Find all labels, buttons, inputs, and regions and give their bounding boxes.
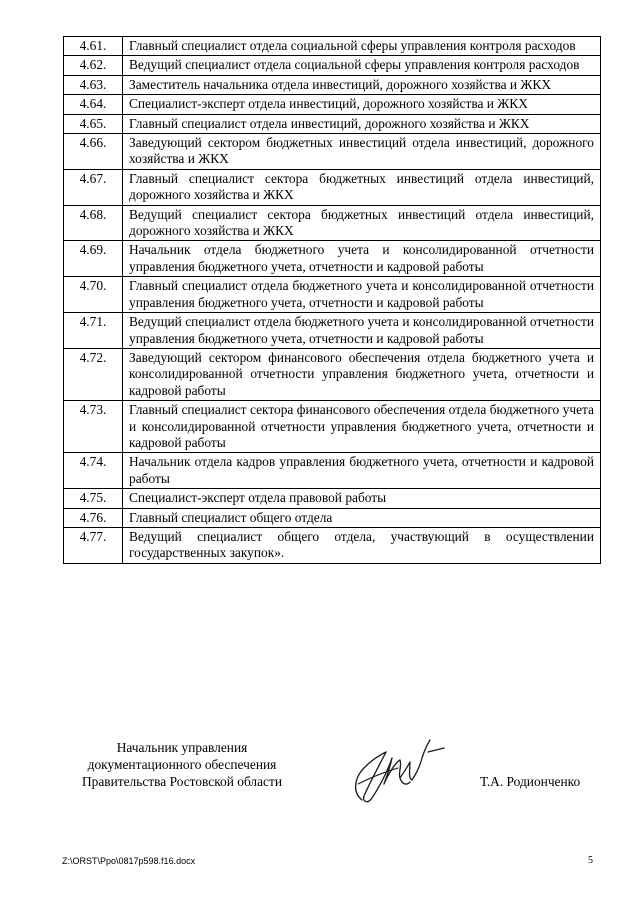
table-row: [64, 169, 601, 205]
row-number: 4.63.: [64, 75, 123, 94]
table-row: [64, 348, 601, 400]
row-number: 4.62.: [64, 56, 123, 75]
position-title: Ведущий специалист отдела бюджетного учета и консолидированной отчетности управления бюджетного учета, отчетности и кадровой работы: [123, 313, 601, 349]
row-number: 4.69.: [64, 241, 123, 277]
position-title: Главный специалист отдела бюджетного учета и консолидированной отчетности управления бюджетного учета, отчетности и кадровой работы: [123, 277, 601, 313]
row-number: 4.75.: [64, 489, 123, 508]
position-title: Главный специалист сектора финансового обеспечения отдела бюджетного учета и консолидированной отчетности управления бюджетного учета, отчетности и кадровой работы: [123, 401, 601, 453]
table-row: [64, 114, 601, 133]
table-row: [64, 508, 601, 527]
table-row: [64, 205, 601, 241]
positions-table: [63, 36, 601, 564]
row-number: 4.68.: [64, 205, 123, 241]
page-number: 5: [588, 855, 593, 866]
row-number: 4.61.: [64, 37, 123, 56]
signer-position-line: Начальник управления: [116, 740, 248, 755]
position-title: Начальник отдела бюджетного учета и консолидированной отчетности управления бюджетного учета, отчетности и кадровой работы: [123, 241, 601, 277]
table-row: [64, 527, 601, 563]
table-row: [64, 95, 601, 114]
table-row: [64, 75, 601, 94]
table-row: [64, 56, 601, 75]
signer-name: Т.А. Родионченко: [480, 774, 581, 789]
position-title: Главный специалист отдела социальной сферы управления контроля расходов: [123, 37, 601, 56]
table-row: [64, 401, 601, 453]
row-number: 4.70.: [64, 277, 123, 313]
row-number: 4.76.: [64, 508, 123, 527]
position-title: Заведующий сектором финансового обеспечения отдела бюджетного учета и консолидированной отчетности управления бюджетного учета, отчетности и кадровой работы: [123, 348, 601, 400]
table-row: [64, 277, 601, 313]
position-title: Заведующий сектором бюджетных инвестиций отдела инвестиций, дорожного хозяйства и ЖКХ: [123, 134, 601, 170]
position-title: Главный специалист общего отдела: [123, 508, 601, 527]
position-title: Заместитель начальника отдела инвестиций, дорожного хозяйства и ЖКХ: [123, 75, 601, 94]
position-title: Специалист-эксперт отдела инвестиций, дорожного хозяйства и ЖКХ: [123, 95, 601, 114]
table-row: [64, 241, 601, 277]
position-title: Специалист-эксперт отдела правовой работы: [123, 489, 601, 508]
position-title: Ведущий специалист общего отдела, участвующий в осуществлении государственных закупок».: [123, 527, 601, 563]
signer-position-line: документационного обеспечения: [87, 757, 277, 772]
positions-table-body: [64, 37, 601, 564]
row-number: 4.71.: [64, 313, 123, 349]
handwritten-signature: [340, 722, 450, 812]
table-row: [64, 489, 601, 508]
table-row: [64, 453, 601, 489]
row-number: 4.64.: [64, 95, 123, 114]
row-number: 4.73.: [64, 401, 123, 453]
row-number: 4.66.: [64, 134, 123, 170]
row-number: 4.74.: [64, 453, 123, 489]
position-title: Главный специалист сектора бюджетных инвестиций отдела инвестиций, дорожного хозяйства и ЖКХ: [123, 169, 601, 205]
footer-file-path: Z:\ORST\Ppo\0817p598.f16.docx: [62, 856, 196, 866]
signer-position-line: Правительства Ростовской области: [81, 774, 283, 789]
position-title: Главный специалист отдела инвестиций, дорожного хозяйства и ЖКХ: [123, 114, 601, 133]
row-number: 4.72.: [64, 348, 123, 400]
row-number: 4.67.: [64, 169, 123, 205]
position-title: Ведущий специалист отдела социальной сферы управления контроля расходов: [123, 56, 601, 75]
signer-position: [62, 739, 302, 790]
table-row: [64, 37, 601, 56]
position-title: Ведущий специалист сектора бюджетных инвестиций отдела инвестиций, дорожного хозяйства и ЖКХ: [123, 205, 601, 241]
row-number: 4.77.: [64, 527, 123, 563]
table-row: [64, 313, 601, 349]
position-title: Начальник отдела кадров управления бюджетного учета, отчетности и кадровой работы: [123, 453, 601, 489]
table-row: [64, 134, 601, 170]
row-number: 4.65.: [64, 114, 123, 133]
